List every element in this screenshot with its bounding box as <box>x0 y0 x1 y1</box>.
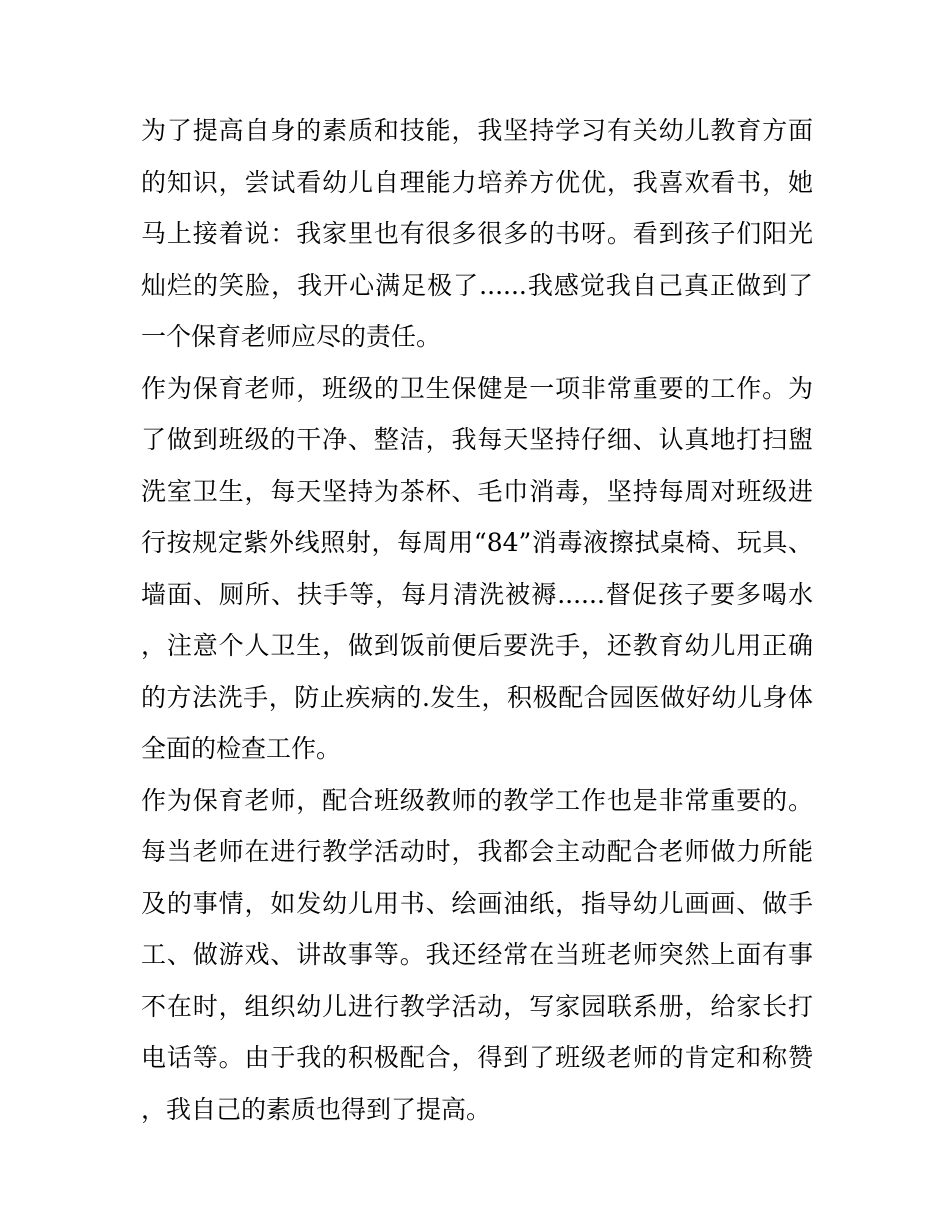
paragraph-hygiene-work: 作为保育老师，班级的卫生保健是一项非常重要的工作。为了做到班级的干净、整洁，我每天坚持仔细、认真地打扫盥洗室卫生，每天坚持为茶杯、毛巾消毒，坚持每周对班级进行按规定紫外线照射，每周用“84”消毒液擦拭桌椅、玩具、墙面、厕所、扶手等，每月清洗被褥......督促孩子要多喝水，注意个人卫生，做到饭前便后要洗手，还教育幼儿用正确的方法洗手，防止疾病的.发生，积极配合园医做好幼儿身体全面的检查工作。 <box>141 373 813 763</box>
document-page <box>141 105 813 1135</box>
paragraph-teaching-support: 作为保育老师，配合班级教师的教学工作也是非常重要的。每当老师在进行教学活动时，我都会主动配合老师做力所能及的事情，如发幼儿用书、绘画油纸，指导幼儿画画、做手工、做游戏、讲故事等。我还经常在当班老师突然上面有事不在时，组织幼儿进行教学活动，写家园联系册，给家长打电话等。由于我的积极配合，得到了班级老师的肯定和称赞，我自己的素质也得到了提高。 <box>141 785 813 1124</box>
paragraph-self-improvement: 为了提高自身的素质和技能，我坚持学习有关幼儿教育方面的知识，尝试看幼儿自理能力培养方优优，我喜欢看书，她马上接着说：我家里也有很多很多的书呀。看到孩子们阳光灿烂的笑脸，我开心满足极了......我感觉我自己真正做到了一个保育老师应尽的责任。 <box>141 116 813 351</box>
